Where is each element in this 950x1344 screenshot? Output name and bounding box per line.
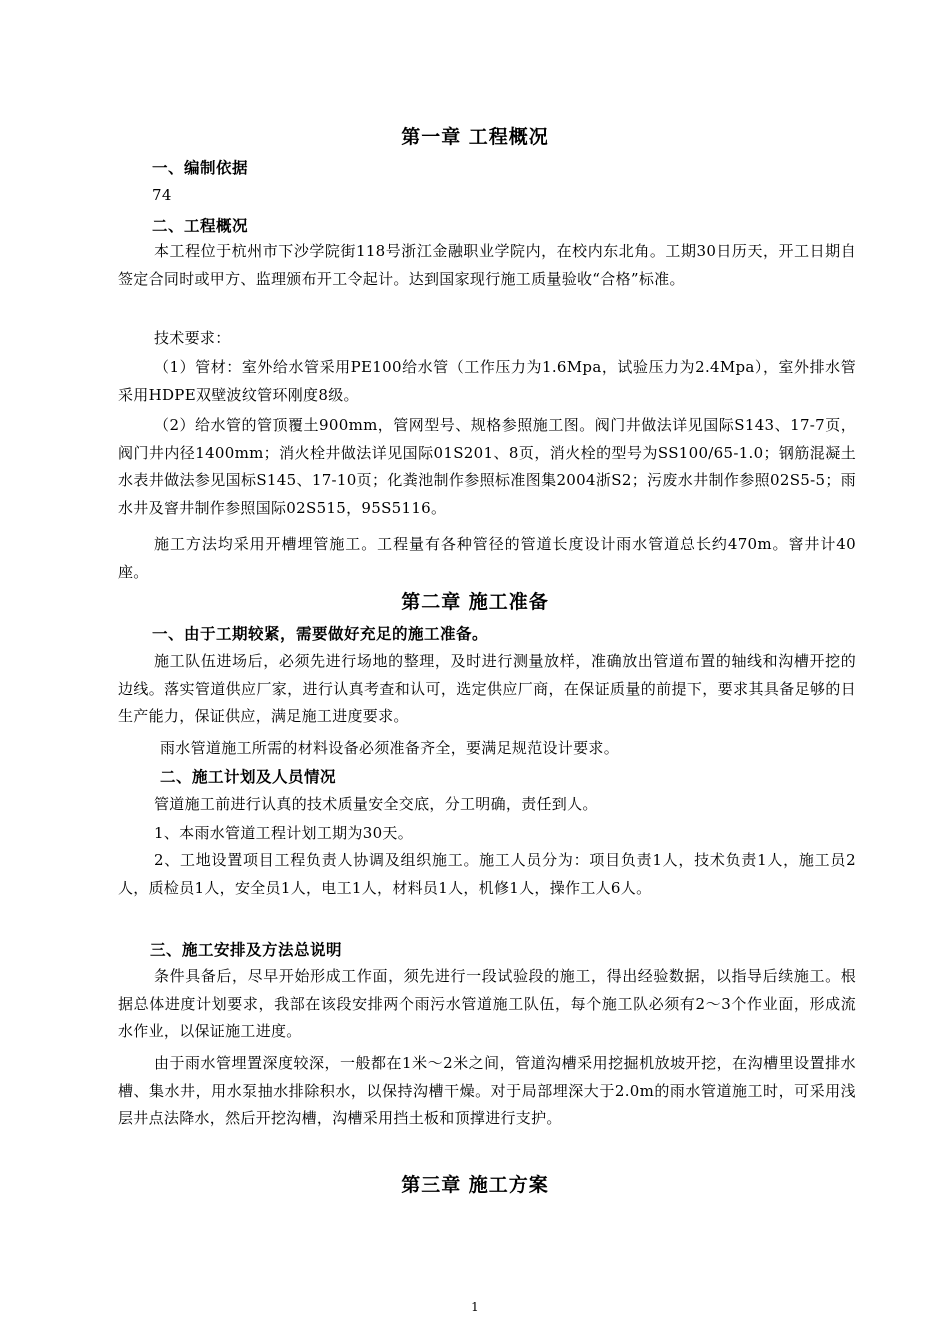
construction-method-paragraph: 施工方法均采用开槽埋管施工。工程量有各种管径的管道长度设计雨水管道总长约470m。窨井计40座。 bbox=[118, 535, 856, 581]
section-arrangement-heading: 三、施工安排及方法总说明 bbox=[150, 941, 343, 959]
chapter-3-title: 第三章 施工方案 bbox=[401, 1174, 549, 1196]
section-project-overview-heading: 二、工程概况 bbox=[152, 217, 249, 235]
tech-requirement-item-1: （1）管材：室外给水管采用PE100给水管（工作压力为1.6Mpa，试验压力为2.4Mpa），室外排水管采用HDPE双壁波纹管环刚度8级。 bbox=[118, 358, 856, 404]
compilation-basis-body: 74 bbox=[152, 186, 172, 204]
chapter-2-title: 第二章 施工准备 bbox=[401, 591, 549, 613]
project-overview-paragraph: 本工程位于杭州市下沙学院街118号浙江金融职业学院内，在校内东北角。工期30日历天，开工日期自签定合同时或甲方、监理颁布开工令起计。达到国家现行施工质量验收“合格”标准。 bbox=[118, 242, 856, 288]
materials-requirement-line: 雨水管道施工所需的材料设备必须准备齐全，要满足规范设计要求。 bbox=[160, 739, 620, 757]
arrangement-paragraph: 条件具备后，尽早开始形成工作面，须先进行一段试验段的施工，得出经验数据，以指导后续施工。根据总体进度计划要求，我部在该段安排两个雨污水管道施工队伍，每个施工队必须有2～3个作业面，形成流水作业，以保证施工进度。 bbox=[118, 967, 856, 1041]
tech-requirement-item-2: （2）给水管的管顶覆土900mm，管网型号、规格参照施工图。阀门井做法详见国际S143、17-7页，阀门井内径1400mm；消火栓井做法详见国际01S201、8页，消火栓的型号为SS100/65-1.0；钢筋混凝土水表井做法参见国标S145、17-10页；化粪池制作参照标准图集2004浙S2；污废水井制作参照02S5-5；雨水井及窨井制作参照国际02S515，95S5116。 bbox=[118, 416, 856, 517]
plan-intro-line: 管道施工前进行认真的技术质量安全交底，分工明确，责任到人。 bbox=[154, 795, 598, 813]
chapter-1-title: 第一章 工程概况 bbox=[401, 126, 549, 148]
plan-item-1: 1、本雨水管道工程计划工期为30天。 bbox=[154, 824, 414, 842]
preparation-paragraph: 施工队伍进场后，必须先进行场地的整理，及时进行测量放样，准确放出管道布置的轴线和沟槽开挖的边线。落实管道供应厂家，进行认真考查和认可，选定供应厂商，在保证质量的前提下，要求其具备足够的日生产能力，保证供应，满足施工进度要求。 bbox=[118, 652, 856, 726]
page-number: 1 bbox=[471, 1300, 479, 1314]
section-plan-staff-heading: 二、施工计划及人员情况 bbox=[160, 768, 337, 786]
plan-item-2: 2、工地设置项目工程负责人协调及组织施工。施工人员分为：项目负责1人，技术负责1人，施工员2人，质检员1人，安全员1人，电工1人，材料员1人，机修1人，操作工人6人。 bbox=[118, 851, 856, 897]
section-compilation-basis-heading: 一、编制依据 bbox=[152, 159, 249, 177]
pipe-depth-paragraph: 由于雨水管埋置深度较深，一般都在1米～2米之间，管道沟槽采用挖掘机放坡开挖，在沟槽里设置排水槽、集水井，用水泵抽水排除积水，以保持沟槽干燥。对于局部埋深大于2.0m的雨水管道施工时，可采用浅层井点法降水，然后开挖沟槽，沟槽采用挡土板和顶撑进行支护。 bbox=[118, 1054, 856, 1128]
section-preparation-heading: 一、由于工期较紧，需要做好充足的施工准备。 bbox=[152, 625, 489, 643]
tech-requirements-label: 技术要求： bbox=[154, 329, 231, 347]
